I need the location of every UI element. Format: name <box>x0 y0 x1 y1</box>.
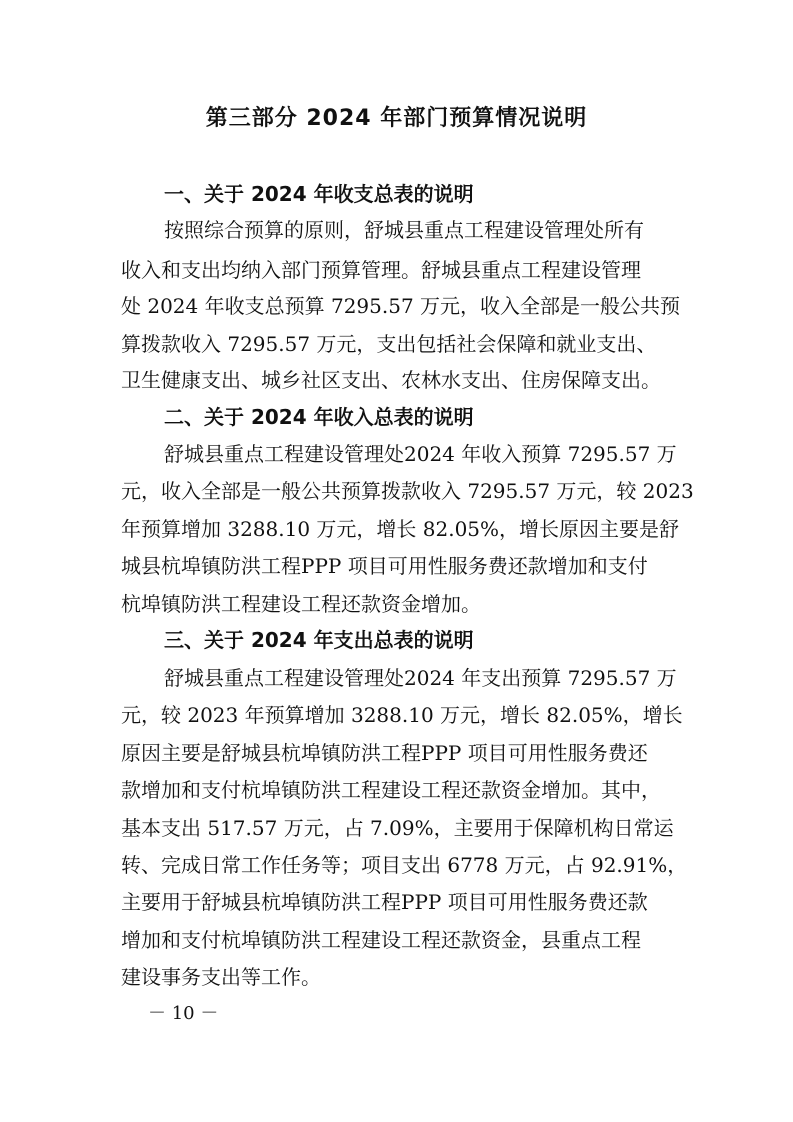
paragraph-line: 建设事务支出等工作。 <box>121 965 321 989</box>
paragraph-line: 增加和支付杭埠镇防洪工程建设工程还款资金，县重点工程 <box>121 928 641 952</box>
paragraph-line: 元，较 2023 年预算增加 3288.10 万元，增长 82.05%，增长 <box>121 703 683 727</box>
paragraph-line: 按照综合预算的原则，舒城县重点工程建设管理处所有 <box>164 218 644 242</box>
page-title: 第三部分 2024 年部门预算情况说明 <box>205 106 588 131</box>
paragraph-line: 主要用于舒城县杭埠镇防洪工程PPP 项目可用性服务费还款 <box>121 890 648 914</box>
paragraph-line: 卫生健康支出、城乡社区支出、农林水支出、住房保障支出。 <box>121 368 661 392</box>
paragraph-line: 处 2024 年收支总预算 7295.57 万元，收入全部是一般公共预 <box>121 294 681 318</box>
paragraph-line: 转、完成日常工作任务等；项目支出 6778 万元，占 92.91%， <box>121 853 688 877</box>
paragraph-line: 年预算增加 3288.10 万元，增长 82.05%，增长原因主要是舒 <box>121 517 680 541</box>
page-number: － 10 － <box>148 1003 219 1024</box>
paragraph-line: 舒城县重点工程建设管理处2024 年支出预算 7295.57 万 <box>164 666 677 690</box>
section-heading: 一、关于 2024 年收支总表的说明 <box>164 182 474 206</box>
section-heading: 三、关于 2024 年支出总表的说明 <box>164 628 474 652</box>
paragraph-line: 杭埠镇防洪工程建设工程还款资金增加。 <box>121 592 481 616</box>
paragraph-line: 元，收入全部是一般公共预算拨款收入 7295.57 万元，较 2023 <box>121 479 694 503</box>
paragraph-line: 款增加和支付杭埠镇防洪工程建设工程还款资金增加。其中， <box>121 778 661 802</box>
paragraph-line: 城县杭埠镇防洪工程PPP 项目可用性服务费还款增加和支付 <box>121 554 648 578</box>
paragraph-line: 原因主要是舒城县杭埠镇防洪工程PPP 项目可用性服务费还 <box>121 741 648 765</box>
paragraph-line: 舒城县重点工程建设管理处2024 年收入预算 7295.57 万 <box>164 442 677 466</box>
section-heading: 二、关于 2024 年收入总表的说明 <box>164 405 474 429</box>
paragraph-line: 算拨款收入 7295.57 万元，支出包括社会保障和就业支出、 <box>121 332 657 356</box>
paragraph-line: 收入和支出均纳入部门预算管理。舒城县重点工程建设管理 <box>121 258 641 282</box>
paragraph-line: 基本支出 517.57 万元，占 7.09%，主要用于保障机构日常运 <box>121 816 674 840</box>
